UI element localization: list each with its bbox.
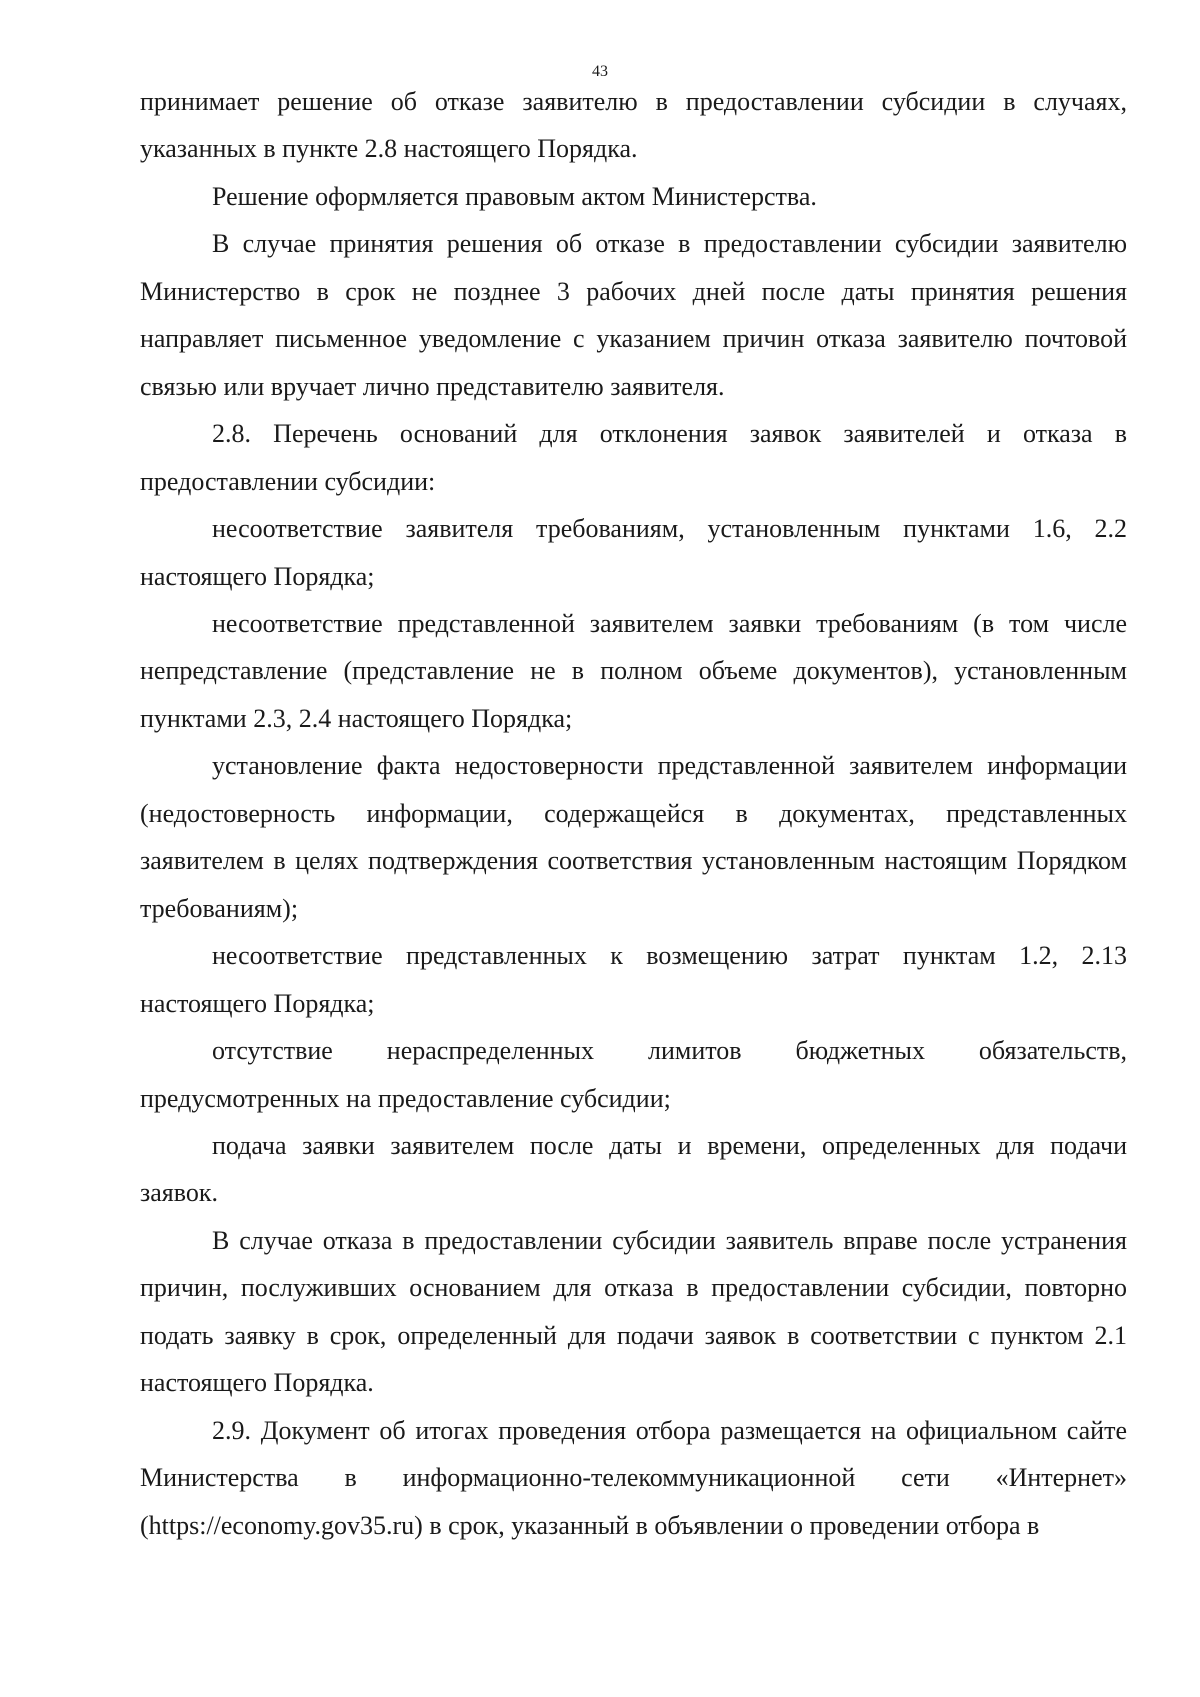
paragraph: В случае принятия решения об отказе в предоставлении субсидии заявителю Министерство в срок не позднее 3 рабочих дней после даты принятия решения направляет письменное уведомление с указанием причин отказа заявителю почтовой связью или вручает лично представителю заявителя. [140,229,1127,401]
list-item: подача заявки заявителем после даты и времени, определенных для подачи заявок. [140,1130,1127,1208]
document-body [140,78,1127,1549]
list-item: несоответствие представленных к возмещению затрат пунктам 1.2, 2.13 настоящего Порядка; [140,941,1127,1018]
page-number: 43 [592,63,608,80]
paragraph: Решение оформляется правовым актом Министерства. [212,181,817,211]
list-item: несоответствие заявителя требованиям, установленным пунктами 1.6, 2.2 настоящего Порядка; [140,514,1127,591]
paragraph-continuation: принимает решение об отказе заявителю в предоставлении субсидии в случаях, указанных в пункте 2.8 настоящего Порядка. [140,87,1127,164]
section-2-9-paragraph: 2.9. Документ об итогах проведения отбора размещается на официальном сайте Министерства в информационно-телекоммуникационной сети «Интернет» (https://economy.gov35.ru) в срок, указанный в объявлении о проведении отбора в [140,1415,1127,1540]
list-item: несоответствие представленной заявителем заявки требованиям (в том числе непредставление (представление не в полном объеме документов), установленным пунктами 2.3, 2.4 настоящего Порядка; [140,608,1127,733]
list-item: установление факта недостоверности представленной заявителем информации (недостоверность информации, содержащейся в документах, представленных заявителем в целях подтверждения соответствия установленным настоящим Порядком требованиям); [140,751,1127,923]
section-2-8-heading: 2.8. Перечень оснований для отклонения заявок заявителей и отказа в предоставлении субсидии: [140,419,1127,496]
list-item: отсутствие нераспределенных лимитов бюджетных обязательств, предусмотренных на предоставление субсидии; [140,1036,1127,1113]
paragraph: В случае отказа в предоставлении субсидии заявитель вправе после устранения причин, послуживших основанием для отказа в предоставлении субсидии, повторно подать заявку в срок, определенный для подачи заявок в соответствии с пунктом 2.1 настоящего Порядка. [140,1225,1127,1398]
